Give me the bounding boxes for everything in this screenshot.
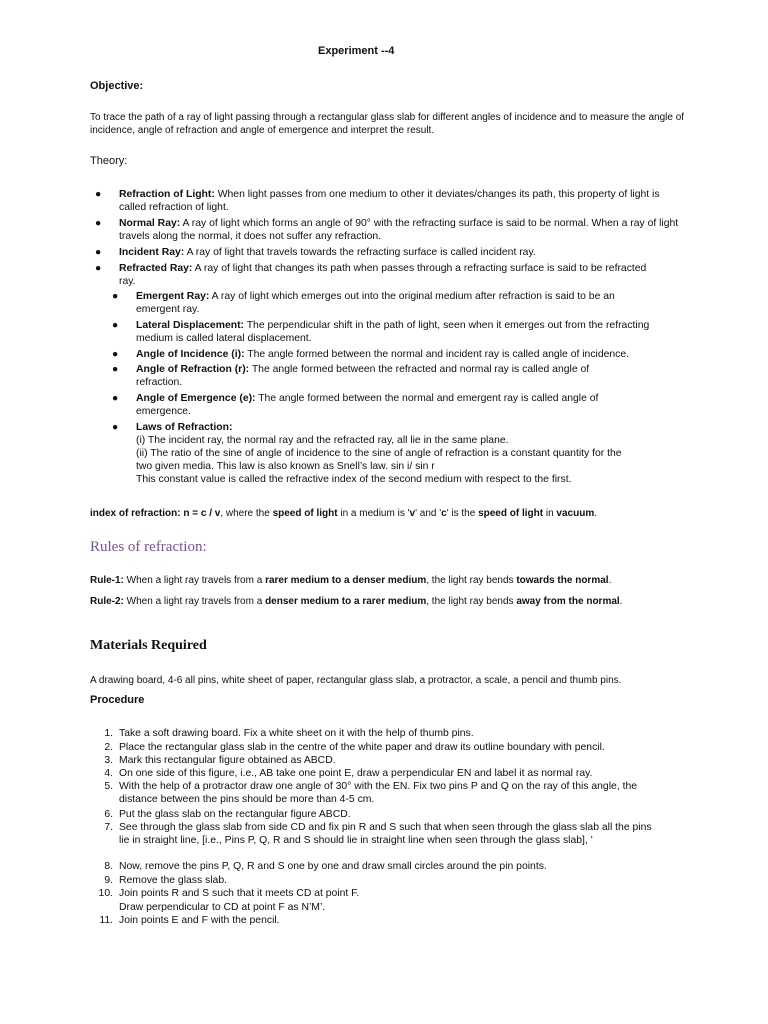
list-item: ● Angle of Emergence (e): The angle formed between the normal and emergent ray is called angle of emergence. [112, 393, 599, 417]
list-item: 1. Take a soft drawing board. Fix a white sheet on it with the help of thumb pins. [104, 728, 474, 739]
list-item: 7. See through the glass slab from side CD and fix pin R and S such that when seen through the glass slab all the pins lie in straight line, [i.e., Pins P, Q, R and S should lie in straight line when seen through the glass slab], ' [104, 822, 652, 846]
list-item: ● Angle of Refraction (r): The angle formed between the refracted and normal ray is called angle of refraction. [112, 364, 590, 388]
list-item: 2. Place the rectangular glass slab in the centre of the white paper and draw its outline boundary with pencil. [104, 742, 605, 753]
list-item: ● Angle of Incidence (i): The angle formed between the normal and incident ray is called angle of incidence. [112, 349, 630, 360]
list-item: 8. Now, remove the pins P, Q, R and S one by one and draw small circles around the pin points. [104, 861, 547, 872]
materials-text: A drawing board, 4-6 all pins, white sheet of paper, rectangular glass slab, a protractor, a scale, a pencil and thumb pins. [90, 675, 622, 686]
list-item: 10. Join points R and S such that it meets CD at point F. [98, 888, 360, 899]
rule-2: Rule-2: When a light ray travels from a denser medium to a rarer medium, the light ray bends away from the normal. [90, 596, 623, 607]
list-item: 3. Mark this rectangular figure obtained as ABCD. [104, 755, 336, 766]
materials-heading: Materials Required [90, 638, 207, 653]
objective-heading: Objective: [90, 80, 144, 92]
list-item: 5. With the help of a protractor draw one angle of 30° with the EN. Fix two pins P and Q on the ray of this angle, the distance between the pins should be more than 4-5 cm. [104, 781, 638, 805]
list-item: 6. Put the glass slab on the rectangular figure ABCD. [104, 809, 351, 820]
refractive-index-line: index of refraction: n = c / v, where the speed of light in a medium is 'v' and 'c' is the speed of light in vacuum. [90, 508, 597, 519]
list-item: ● Emergent Ray: A ray of light which emerges out into the original medium after refraction is said to be an emergent ray. [112, 291, 615, 315]
list-item: 9. Remove the glass slab. [104, 875, 228, 886]
law-line-2: (ii) The ratio of the sine of angle of incidence to the sine of angle of refraction is a constant quantity for the [136, 448, 622, 459]
rule-1: Rule-1: When a light ray travels from a rarer medium to a denser medium, the light ray bends towards the normal. [90, 575, 612, 586]
list-item: ● Normal Ray: A ray of light which forms an angle of 90° with the refracting surface is said to be normal. When a ray of light travels along the normal, it does not suffer any refraction. [95, 218, 679, 242]
list-item: 11. Join points E and F with the pencil. [99, 915, 280, 926]
law-line-1: (i) The incident ray, the normal ray and the refracted ray, all lie in the same plane. [136, 435, 509, 446]
list-item: ● Refracted Ray: A ray of light that changes its path when passes through a refracting surface is said to be refracted ray. [95, 263, 647, 287]
list-item: ● Laws of Refraction: (i) The incident ray, the normal ray and the refracted ray, all lie in the same plane. (ii) The ratio of the sine of angle of incidence to the sine of angle of refraction is a constant quantity for the two given media. This law is also known as Snell’s law. sin i/ sin r This constant value is called the refractive index of the second medium with respect to the first. [136, 421, 676, 486]
procedure-heading: Procedure [90, 694, 145, 706]
list-item: Draw perpendicular to CD at point F as N’M’. [119, 902, 326, 913]
list-item: ● Refraction of Light: When light passes from one medium to other it deviates/changes its path, this property of light is called refraction of light. [95, 189, 660, 213]
list-item: ● Incident Ray: A ray of light that travels towards the refracting surface is called incident ray. [95, 247, 536, 258]
law-line-3: two given media. This law is also known as Snell’s law. sin i/ sin r [136, 461, 435, 472]
list-item: ● Lateral Displacement: The perpendicular shift in the path of light, seen when it emerges out from the refracting medium is called lateral displacement. [112, 320, 650, 344]
theory-heading: Theory: [90, 155, 128, 167]
rules-heading: Rules of refraction: [90, 539, 207, 555]
page-title: Experiment --4 [318, 45, 395, 57]
objective-text: To trace the path of a ray of light passing through a rectangular glass slab for different angles of incidence and to measure the angle of incidence, angle of refraction and angle of emergence and interpret the result. [90, 112, 685, 136]
list-item: 4. On one side of this figure, i.e., AB take one point E, draw a perpendicular EN and label it as normal ray. [104, 768, 593, 779]
law-line-4: This constant value is called the refractive index of the second medium with respect to the first. [136, 474, 572, 485]
